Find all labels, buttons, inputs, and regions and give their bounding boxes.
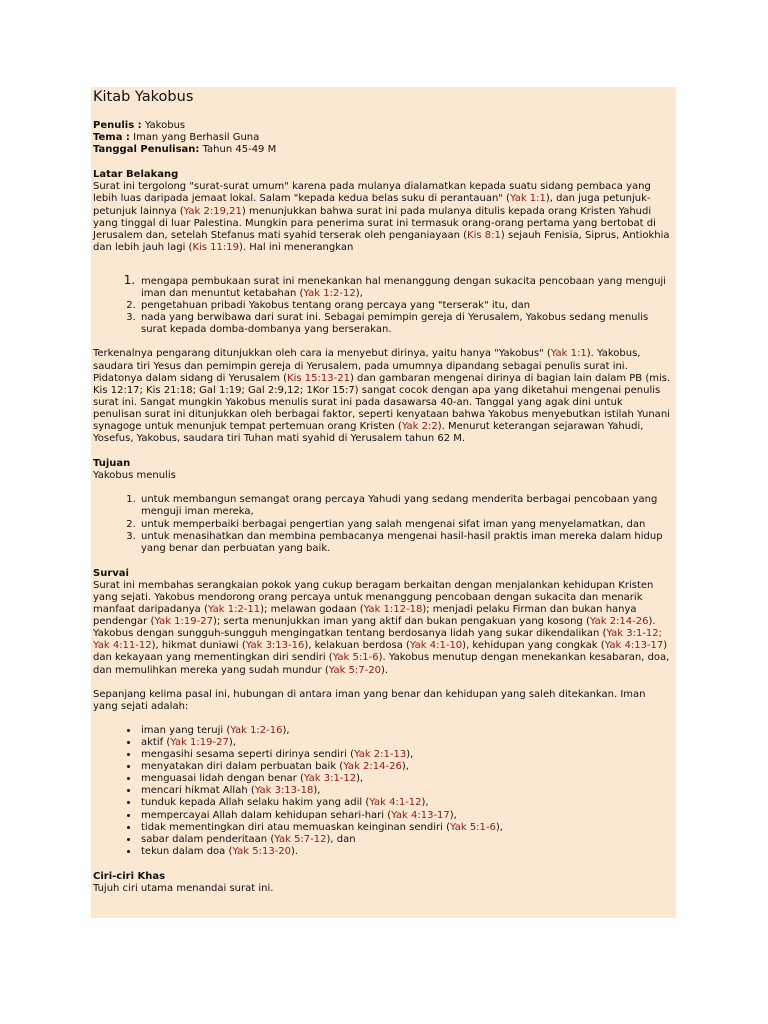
scripture-ref-link[interactable]: Yak 1:2-12 <box>303 288 356 300</box>
tanggal-label: Tanggal Penulisan: <box>93 144 200 156</box>
text-run: ) dan gambaran mengenai dirinya di bagian lain dalam PB (mis. Kis 12:17; Kis 21:18; Gal 1:19; Gal 2:9,12; 1Kor 15:7) sangat cocok dengan apa yang diketahui mengenai penulis surat ini. Sangat mungkin Yakobus menulis surat ini pada dasawarsa 40-an. Tanggal yang agak dini untuk penulisan surat ini ditunjukkan oleh berbagai faktor, seperti kenyataan bahwa Yakobus menyebutkan istilah Yunani synagoge untuk menunjuk tempat pertemuan orang Kristen ( <box>93 372 671 432</box>
text-run: ), hikmat duniawi ( <box>151 640 246 652</box>
text-run: ), dan juga petunjuk-petunjuk lainnya ( <box>93 193 651 217</box>
scripture-ref-link[interactable]: Yak 1:19-27 <box>154 616 213 628</box>
text-run: menyatakan diri dalam perbuatan baik ( <box>141 761 344 773</box>
scripture-ref-link[interactable]: Yak 4:13-17 <box>604 640 664 652</box>
text-run: menguasai lidah dengan benar ( <box>141 773 304 785</box>
scripture-ref-link[interactable]: Yak 2:2 <box>401 420 438 432</box>
scripture-ref-link[interactable]: Yak 4:13-17 <box>391 809 450 821</box>
text-run: ) menunjukkan bahwa surat ini pada mulanya ditulis kepada orang Kristen Yahudi yang tinggal di luar Palestina. Mungkin para penerima surat ini termasuk orang-orang pertama yang bertobat di Jerusalem dan, setelah Stefanus mati syahid terserak oleh penganiayaan ( <box>93 205 656 241</box>
text-run: mengasihi sesama seperti dirinya sendiri ( <box>141 749 354 761</box>
scripture-ref-link[interactable]: Yak 5:1-6 <box>332 652 379 664</box>
list-item <box>139 725 673 737</box>
tujuan-heading: Tujuan <box>93 458 131 470</box>
text-run: ), <box>282 724 290 736</box>
scripture-ref-link[interactable]: Kis 8:1 <box>467 229 501 241</box>
list-item <box>139 737 673 749</box>
scripture-ref-link[interactable]: Yak 1:12-18 <box>363 604 423 616</box>
list-item <box>139 773 673 785</box>
text-run: ). Yakobus dengan sungguh-sungguh mengingatkan tentang berdosanya lidah yang sukar dikendalikan ( <box>93 616 656 640</box>
scripture-ref-link[interactable]: Yak 3:1-12; Yak 4:11-12 <box>93 628 663 652</box>
survai-heading: Survai <box>93 567 129 579</box>
list-item <box>139 846 673 858</box>
text-run: ), kelakuan berdosa ( <box>304 640 410 652</box>
survai-bullets <box>93 725 673 858</box>
latar-paragraph-1 <box>93 181 673 254</box>
text-run: mempercayai Allah dalam kehidupan sehari-hari ( <box>141 809 392 821</box>
list-item <box>139 822 673 834</box>
survai-paragraph-1 <box>93 580 673 677</box>
list-item: 2. untuk memperbaiki berbagai pengertian yang salah mengenai sifat iman yang menyelamatkan, dan <box>139 519 673 531</box>
meta-block <box>93 120 673 156</box>
text-run: sabar dalam penderitaan ( <box>141 833 275 845</box>
tema-label: Tema : <box>93 132 130 144</box>
text-run: mencari hikmat Allah ( <box>141 785 255 797</box>
scripture-ref-link[interactable]: Yak 2:19,21 <box>183 205 242 217</box>
list-item <box>139 785 673 797</box>
scripture-ref-link[interactable]: Yak 1:1 <box>509 193 546 205</box>
text-run: ), <box>355 288 363 300</box>
tujuan-intro: Yakobus menulis <box>93 470 176 482</box>
ciri-heading: Ciri-ciri Khas <box>93 870 166 882</box>
text-run: ), <box>356 773 364 785</box>
scripture-ref-link[interactable]: Yak 1:1 <box>550 348 587 360</box>
text-run: ), kehidupan yang congkak ( <box>462 640 605 652</box>
text-run: Surat ini membahas serangkaian pokok yang cukup beragam berkaitan dengan menjalankan kehidupan Kristen yang sejati. Yakobus mendorong orang percaya untuk menanggung pencobaan dengan sukacita dan menarik manfaat daripadanya ( <box>93 579 654 616</box>
scripture-ref-link[interactable]: Yak 5:7-20 <box>328 664 381 676</box>
text-run: tekun dalam doa ( <box>141 845 233 857</box>
text-run: ); melawan godaan ( <box>260 604 364 616</box>
text-run: ). <box>291 845 299 857</box>
tema-value: Iman yang Berhasil Guna <box>129 132 260 144</box>
text-run: Surat ini tergolong "surat-surat umum" karena pada mulanya dialamatkan kepada suatu sidang pembaca yang lebih luas daripada jemaat lokal. Salam "kepada kedua belas suku di perantauan" ( <box>93 181 651 205</box>
page-title: Kitab Yakobus <box>93 89 194 105</box>
scripture-ref-link[interactable]: Yak 5:1-6 <box>449 821 496 833</box>
document-page <box>91 87 676 918</box>
scripture-ref-link[interactable]: Yak 5:13-20 <box>232 845 292 857</box>
text-run: ), <box>228 736 236 748</box>
meta-penulis <box>93 120 673 132</box>
text-run: ), <box>495 821 503 833</box>
text-run: ). <box>381 664 389 676</box>
list-item <box>139 761 673 773</box>
scripture-ref-link[interactable]: Kis 15:13-21 <box>287 372 350 384</box>
text-run: aktif ( <box>141 736 171 748</box>
text-run: mengapa pembukaan surat ini menekankan hal menanggung dengan sukacita pencobaan yang menguji iman dan menuntut ketabahan ( <box>141 275 666 300</box>
list-item <box>139 274 673 300</box>
list-item: 3. untuk menasihatkan dan membina pembacanya mengenai hasil-hasil praktis iman mereka dalam hidup yang benar dan perbuatan yang baik. <box>139 531 673 555</box>
text-run: tunduk kepada Allah selaku hakim yang adil ( <box>141 797 370 809</box>
tujuan-list <box>93 494 673 554</box>
text-run: ), <box>401 761 409 773</box>
text-run: ), <box>406 749 414 761</box>
text-run: ). Yakobus, saudara tiri Yesus dan pemimpin gereja di Yerusalem, pada umumnya dipandang sebagai penulis surat ini. Pidatonya dalam sidang di Yerusalem ( <box>93 348 641 384</box>
text-run: ) sejauh Fenisia, Siprus, Antiokhia dan lebih jauh lagi ( <box>93 229 670 253</box>
meta-tanggal <box>93 144 673 156</box>
list-item <box>139 300 673 312</box>
scripture-ref-link[interactable]: Yak 1:2-16 <box>230 724 283 736</box>
list-item <box>139 810 673 822</box>
list-item: 1. untuk membangun semangat orang percaya Yahudi yang sedang menderita berbagai pencobaan yang menguji iman mereka, <box>139 494 673 518</box>
meta-tema <box>93 132 673 144</box>
text-run: ). Hal ini menerangkan <box>239 241 354 253</box>
scripture-ref-link[interactable]: Yak 1:2-11 <box>207 604 261 616</box>
penulis-label: Penulis : <box>93 120 142 131</box>
text-run: ); menjadi pelaku Firman dan bukan hanya pendengar ( <box>93 604 637 628</box>
scripture-ref-link[interactable]: Yak 4:1-10 <box>409 640 463 652</box>
list-item <box>139 834 673 846</box>
text-run: ), <box>421 797 429 809</box>
text-run: ), <box>449 809 457 821</box>
text-run: tidak mementingkan diri atau memuaskan keinginan sendiri ( <box>141 821 450 833</box>
scripture-ref-link[interactable]: Yak 2:1-13 <box>353 749 407 761</box>
scripture-ref-link[interactable]: Yak 3:1-12 <box>303 773 357 785</box>
list-item <box>139 749 673 761</box>
penulis-value: Yakobus <box>141 120 186 131</box>
scripture-ref-link[interactable]: Yak 1:19-27 <box>170 736 229 748</box>
survai-paragraph-2: Sepanjang kelima pasal ini, hubungan di antara iman yang benar dan kehidupan yang saleh ditekankan. Iman yang sejati adalah: <box>93 688 646 712</box>
text-run: ), <box>313 785 321 797</box>
text-run: ); serta menunjukkan iman yang aktif dan bukan pengakuan yang kosong ( <box>212 616 590 628</box>
document-content <box>91 89 676 895</box>
scripture-ref-link[interactable]: Yak 2:14-26 <box>343 761 402 773</box>
latar-paragraph-2 <box>93 348 673 445</box>
scripture-ref-link[interactable]: Kis 11:19 <box>192 241 239 253</box>
text-run: iman yang teruji ( <box>141 724 231 736</box>
list-item <box>139 312 673 336</box>
text-run: ), dan <box>326 833 356 845</box>
list-item <box>139 797 673 809</box>
scripture-ref-link[interactable]: Yak 5:7-12 <box>274 833 327 845</box>
scripture-ref-link[interactable]: Yak 2:14-26 <box>589 616 649 628</box>
text-run: ). Yakobus menutup dengan menekankan kesabaran, doa, dan memulihkan mereka yang sudah mundur ( <box>93 652 670 676</box>
scripture-ref-link[interactable]: Yak 3:13-16 <box>245 640 305 652</box>
scripture-ref-link[interactable]: Yak 3:13-18 <box>254 785 314 797</box>
text-run: ). Menurut keterangan sejarawan Yahudi, Yosefus, Yakobus, saudara tiri Tuhan mati syahid di Yerusalem tahun 62 M. <box>93 420 644 445</box>
text-run: pengetahuan pribadi Yakobus tentang orang percaya yang "terserak" itu, dan <box>141 300 531 312</box>
scripture-ref-link[interactable]: Yak 4:1-12 <box>369 797 422 809</box>
text-run: nada yang berwibawa dari surat ini. Sebagai pemimpin gereja di Yerusalem, Yakobus sedang menulis surat kepada domba-dombanya yang berserakan. <box>141 312 649 336</box>
tanggal-value: Tahun 45-49 M <box>199 144 277 156</box>
text-run: Terkenalnya pengarang ditunjukkan oleh cara ia menyebut dirinya, yaitu hanya "Yakobus" ( <box>93 348 551 360</box>
latar-list <box>93 274 673 336</box>
latar-heading: Latar Belakang <box>93 169 179 181</box>
text-run: ) dan kekayaan yang mementingkan diri sendiri ( <box>93 640 668 664</box>
ciri-intro: Tujuh ciri utama menandai surat ini. <box>93 882 274 894</box>
